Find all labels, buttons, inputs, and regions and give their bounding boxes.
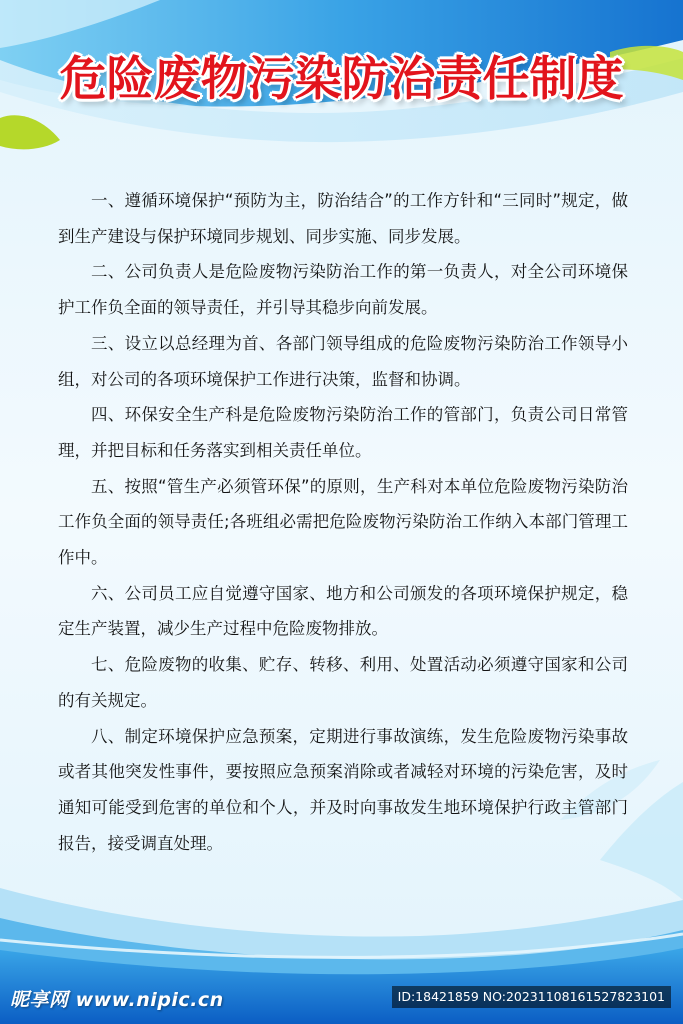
page-title: 危险废物污染防治责任制度 <box>59 52 624 107</box>
regulation-item: 二、公司负责人是危险废物污染防治工作的第一负责人，对全公司环境保护工作负全面的领导责任，并引导其稳步向前发展。 <box>58 262 628 318</box>
image-id-label: ID:18421859 NO:20231108161527823101 <box>392 986 671 1008</box>
regulation-item: 一、遵循环境保护“预防为主，防治结合”的工作方针和“三同时”规定，做到生产建设与保护环境同步规划、同步实施、同步发展。 <box>58 191 628 246</box>
regulation-body <box>58 183 628 861</box>
watermark-logo: 昵享网 www.nipic.cn <box>10 989 224 1011</box>
regulation-item: 六、公司员工应自觉遵守国家、地方和公司颁发的各项环境保护规定，稳定生产装置，减少生产过程中危险废物排放。 <box>58 583 628 639</box>
regulation-item: 七、危险废物的收集、贮存、转移、利用、处置活动必须遵守国家和公司的有关规定。 <box>58 655 628 710</box>
regulation-item: 五、按照“管生产必须管环保”的原则，生产科对本单位危险废物污染防治工作负全面的领导责任;各班组必需把危险废物污染防治工作纳入本部门管理工作中。 <box>58 476 628 568</box>
regulation-item: 八、制定环境保护应急预案，定期进行事故演练，发生危险废物污染事故或者其他突发性事件，要按照应急预案消除或者减轻对环境的污染危害，及时通知可能受到危害的单位和个人，并及时向事故发生地环境保护行政主管部门报告，接受调直处理。 <box>58 726 628 853</box>
regulation-item: 三、设立以总经理为首、各部门领导组成的危险废物污染防治工作领导小组，对公司的各项环境保护工作进行决策，监督和协调。 <box>58 333 628 389</box>
regulation-item: 四、环保安全生产科是危险废物污染防治工作的管部门，负责公司日常管理，并把目标和任务落实到相关责任单位。 <box>58 405 628 460</box>
